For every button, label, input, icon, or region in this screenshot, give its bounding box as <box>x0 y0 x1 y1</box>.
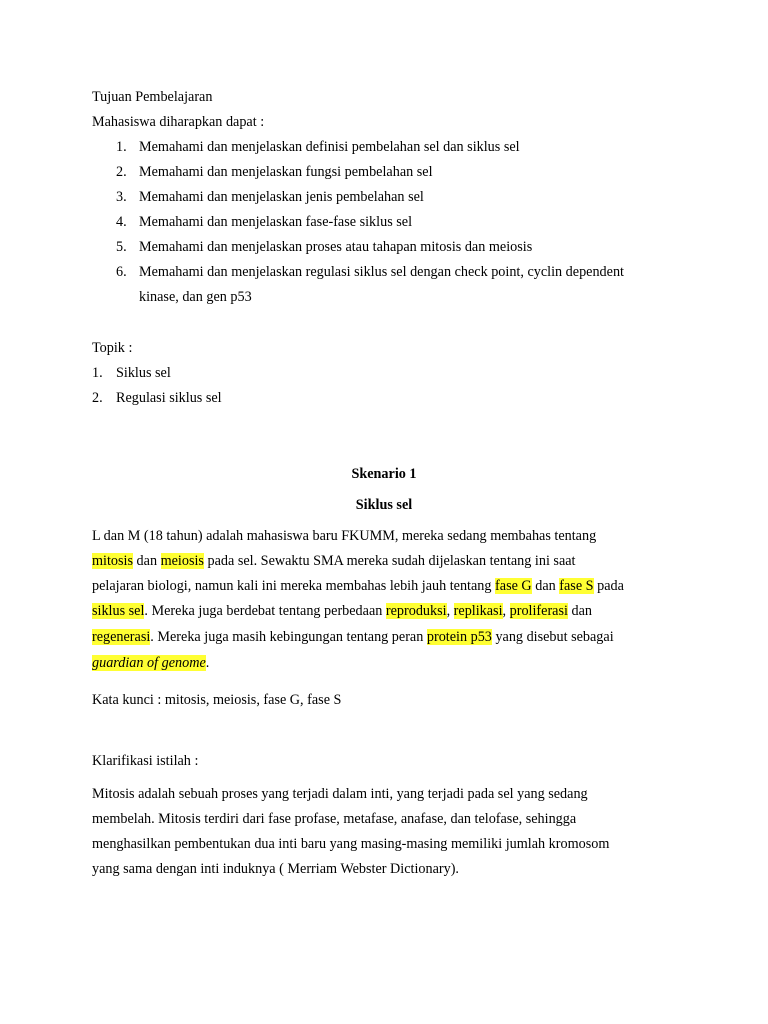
topics-title: Topik : <box>92 340 133 356</box>
text-run: dan <box>567 603 592 619</box>
list-text: Memahami dan menjelaskan jenis pembelahan sel <box>139 189 424 205</box>
text-run: , <box>502 603 510 619</box>
list-number: 2. <box>92 390 103 406</box>
paragraph-line <box>92 628 614 646</box>
text-run: yang disebut sebagai <box>491 629 614 645</box>
paragraph-line: Mitosis adalah sebuah proses yang terjadi dalam inti, yang terjadi pada sel yang sedang <box>92 786 588 802</box>
paragraph-line <box>92 577 624 595</box>
paragraph-line <box>92 654 209 672</box>
list-number: 2. <box>116 164 127 180</box>
list-text: Siklus sel <box>116 365 171 381</box>
text-run: pada <box>593 578 624 594</box>
highlighted-term: meiosis <box>160 553 204 569</box>
list-number: 4. <box>116 214 127 230</box>
highlighted-term: guardian of genome <box>92 655 206 671</box>
paragraph-line <box>92 552 576 570</box>
text-run: . Mereka juga masih kebingungan tentang peran <box>150 629 427 645</box>
list-text: Memahami dan menjelaskan proses atau tahapan mitosis dan meiosis <box>139 239 533 255</box>
scenario-heading: Skenario 1 <box>351 466 417 482</box>
text-run: . <box>205 655 210 671</box>
highlighted-term: fase G <box>495 578 532 594</box>
paragraph-line <box>92 602 592 620</box>
list-number: 1. <box>92 365 103 381</box>
list-text: Memahami dan menjelaskan regulasi siklus sel dengan check point, cyclin dependent <box>139 264 624 280</box>
list-number: 6. <box>116 264 127 280</box>
highlighted-term: proliferasi <box>509 603 568 619</box>
paragraph-line: membelah. Mitosis terdiri dari fase profase, metafase, anafase, dan telofase, sehingga <box>92 811 577 827</box>
objectives-title: Tujuan Pembelajaran <box>92 89 213 105</box>
highlighted-term: siklus sel <box>92 603 145 619</box>
paragraph-line: menghasilkan pembentukan dua inti baru yang masing-masing memiliki jumlah kromosom <box>92 836 610 852</box>
list-text: Regulasi siklus sel <box>116 390 222 406</box>
highlighted-term: regenerasi <box>92 629 151 645</box>
highlighted-term: fase S <box>559 578 594 594</box>
highlighted-term: reproduksi <box>385 603 447 619</box>
text-run: pada sel. Sewaktu SMA mereka sudah dijelaskan tentang ini saat <box>203 553 576 569</box>
text-run: pelajaran biologi, namun kali ini mereka membahas lebih jauh tentang <box>92 578 496 594</box>
highlighted-term: protein p53 <box>426 629 492 645</box>
list-text: Memahami dan menjelaskan fase-fase siklus sel <box>139 214 413 230</box>
text-run: L dan M (18 tahun) adalah mahasiswa baru FKUMM, mereka sedang membahas tentang <box>92 528 597 544</box>
scenario-subheading: Siklus sel <box>355 497 413 513</box>
text-run: dan <box>531 578 560 594</box>
highlighted-term: mitosis <box>92 553 133 569</box>
highlighted-term: replikasi <box>453 603 503 619</box>
list-number: 1. <box>116 139 127 155</box>
list-number: 3. <box>116 189 127 205</box>
text-run: dan <box>133 553 161 569</box>
list-number: 5. <box>116 239 127 255</box>
keywords-line: Kata kunci : mitosis, meiosis, fase G, fase S <box>92 692 342 708</box>
list-text-continued: kinase, dan gen p53 <box>139 289 252 305</box>
text-run: . Mereka juga berdebat tentang perbedaan <box>144 603 386 619</box>
text-run: , <box>446 603 454 619</box>
paragraph-line: yang sama dengan inti induknya ( Merriam Webster Dictionary). <box>92 861 459 877</box>
list-text: Memahami dan menjelaskan fungsi pembelahan sel <box>139 164 433 180</box>
list-text: Memahami dan menjelaskan definisi pembelahan sel dan siklus sel <box>139 139 520 155</box>
objectives-intro: Mahasiswa diharapkan dapat : <box>92 114 265 130</box>
clarification-title: Klarifikasi istilah : <box>92 753 199 769</box>
paragraph-line <box>92 527 596 545</box>
